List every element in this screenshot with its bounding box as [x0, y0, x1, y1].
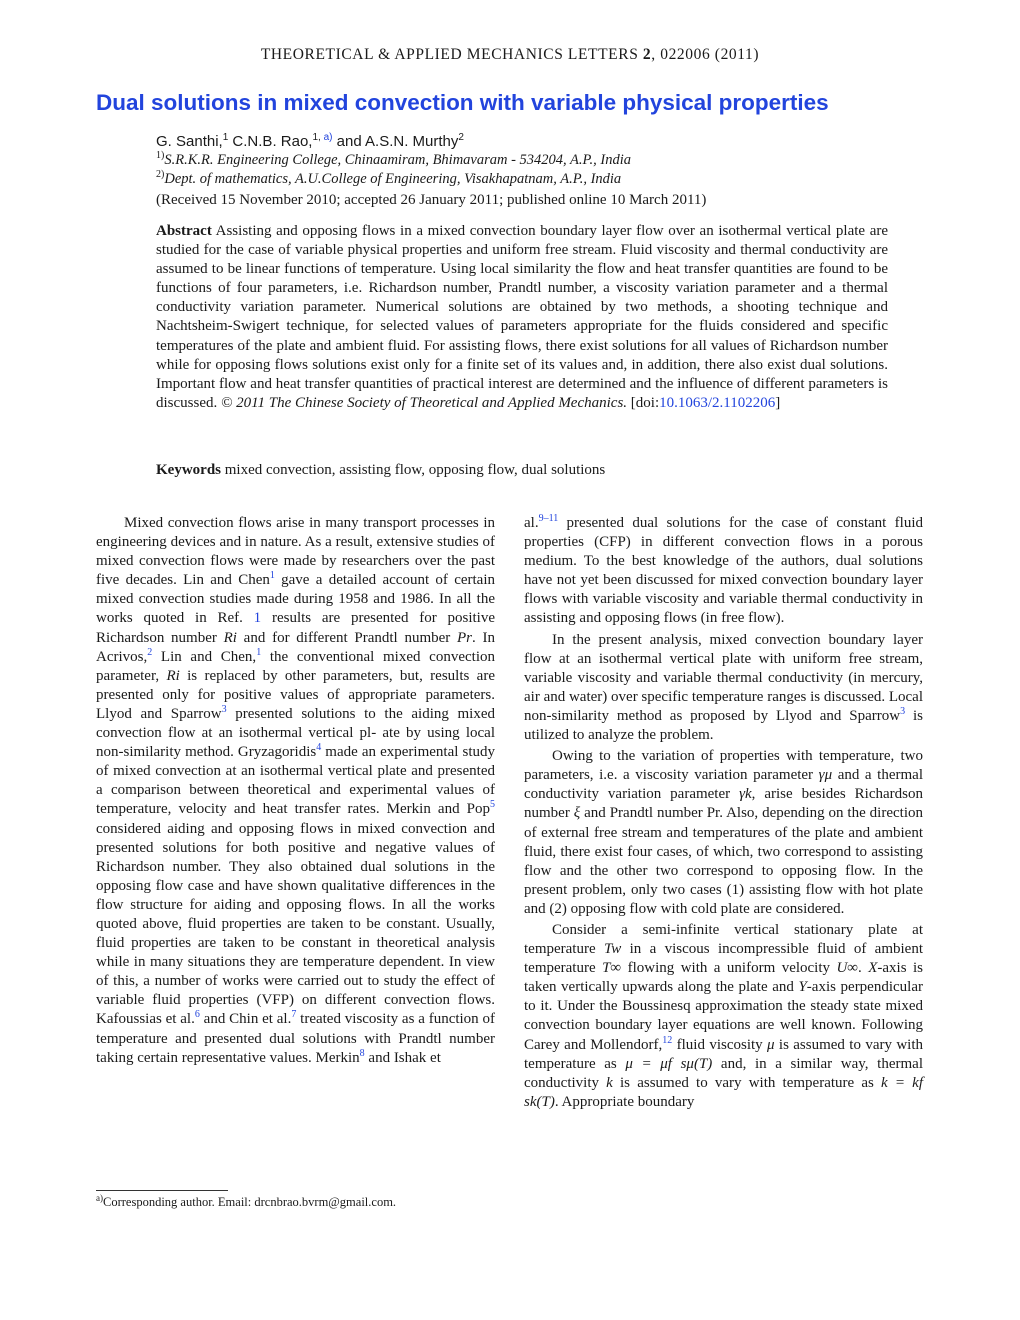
citation-link[interactable]: 1: [256, 646, 262, 658]
affiliation-2: $^{2)}$Dept. of mathematics, A.U.College of Engineering, Visakhapatnam, A.P., India: [156, 169, 622, 187]
right-column: [524, 514, 923, 1112]
journal-name: THEORETICAL & APPLIED MECHANICS LETTERS: [260, 46, 639, 63]
citation-link[interactable]: 8: [359, 1047, 365, 1059]
author-list: [156, 133, 916, 150]
citation-link[interactable]: 12: [662, 1034, 673, 1046]
paragraph: Owing to the variation of properties with temperature, two parameters, i.e. a viscosity variation parameter γμ and a thermal conductivity variation parameter γk, arise besides Richardson number ξ and Prandtl number Pr. Also, depending on the direction of external free stream and temperatures of the plate and ambient fluid, there exist four cases, of which, two correspond to assisting flow and the other two correspond to opposing flow. In the present problem, only two cases (1) assisting flow with hot plate and (2) opposing flow with cold plate are considered.: [524, 748, 923, 917]
paragraph: Mixed convection flows arise in many transport processes in engineering devices and in nature. As a result, extensive studies of mixed convection flows were made by researchers over the past five decades. Lin and Chen$^1$ gave a detailed account of certain mixed convection studies made during 1958 and 1986. In all the works quoted in Ref. 1 results are presented for positive Richardson number Ri and for different Prandtl number Pr. In Acrivos,$^2$ Lin and Chen,$^1$ the conventional mixed convection parameter, Ri is replaced by other parameters, but, results are presented only for positive values of appropriate parameters. Llyod and Sparrow$^3$ presented solutions to the aiding mixed convection flow at an isothermal vertical pl- ate by using local non-similarity method. Gryzagoridis$^4$ made an experimental study of mixed convection at an isothermal vertical plate and presented a comparison between theoretical and experimental values of temperature, velocity and heat transfer rates. Merkin and Pop$^5$ considered aiding and opposing flows in mixed convection and presented solutions for both positive and negative values of Richardson number. They also obtained dual solutions in the opposing flow case and have shown qualitative differences in the flow structure for aiding and opposing flows. In all the works quoted above, fluid properties are taken to be constant. Usually, fluid properties are taken to be constant in theoretical analysis while in many situations they are temperature dependent. In view of this, a number of works were carried out to study the effect of variable fluid properties (VFP) on different convection flows. Kafoussias et al.$^6$ and Chin et al.$^7$ treated viscosity as a function of temperature and presented dual solutions with Prandtl number taking certain representative values. Merkin$^8$ and Ishak et: [96, 515, 495, 1066]
footnote: $^{a)}$Corresponding author. Email: drcnbrao.bvrm@gmail.com.: [96, 1192, 397, 1209]
paragraph: al.$^{9-11}$ presented dual solutions for the case of constant fluid properties (CFP) in different convection flows in a porous medium. To the best knowledge of the authors, dual solutions have not yet been discussed for mixed convection boundary layer flows with variable viscosity and variable thermal conductivity in assisting and opposing flows (in free flow).: [524, 513, 923, 627]
paper-title: Dual solutions in mixed convection with variable physical properties: [96, 90, 829, 115]
keywords: Keywords mixed convection, assisting flow, opposing flow, dual solutions: [156, 462, 606, 478]
author-1: G. Santhi,: [156, 133, 223, 150]
received-dates: (Received 15 November 2010; accepted 26 January 2011; published online 10 March 2011): [156, 192, 707, 208]
citation-link[interactable]: 3: [221, 703, 227, 715]
abstract: Abstract Assisting and opposing flows in a mixed convection boundary layer flow over an isothermal vertical plate are studied for the case of variable physical properties and uniform free stream. Fluid viscosity and thermal conductivity are assumed to be linear functions of temperature. Using local similarity the flow and heat transfer quantities are found to be functions of four parameters, i.e. Richardson number, Prandtl number, a viscosity variation parameter and a thermal conductivity variation parameter. Numerical solutions are obtained by two methods, a shooting technique and Nachtsheim-Swigert technique, for selected values of parameters appropriate for the fluids considered and specific temperatures of the plate and ambient fluid. For assisting flows, there exist solutions for all values of Richardson number while for opposing flows solutions exist only for a finite set of its values and, in addition, there also exist dual solutions. Important flow and heat transfer quantities of practical interest are determined and the influence of different parameters is discussed. © 2011 The Chinese Society of Theoretical and Applied Mechanics. [doi:10.1063/2.1102206]: [156, 223, 888, 411]
citation-link[interactable]: 9–11: [538, 513, 559, 524]
corresponding-author-link[interactable]: a): [320, 132, 333, 143]
citation-link[interactable]: 6: [194, 1009, 200, 1021]
author-1-affil: 1: [222, 132, 229, 143]
author-3: and A.S.N. Murthy: [332, 133, 459, 150]
citation-link[interactable]: 2: [147, 646, 153, 658]
doi-link[interactable]: 10.1063/2.1102206: [659, 394, 776, 411]
affiliation-1: $^{1)}$S.R.K.R. Engineering College, Chinaamiram, Bhimavaram - 534204, A.P., India: [156, 150, 631, 168]
left-column: [96, 514, 495, 1068]
journal-volume: 2: [642, 46, 652, 63]
journal-header: THEORETICAL & APPLIED MECHANICS LETTERS 2, 022006 (2011): [260, 46, 760, 63]
citation-link[interactable]: 1: [269, 570, 275, 582]
citation-link[interactable]: 5: [490, 799, 495, 811]
citation-link[interactable]: 7: [291, 1009, 297, 1021]
citation-link[interactable]: 1: [253, 610, 262, 627]
paragraph: In the present analysis, mixed convection boundary layer flow at an isothermal vertical plate with uniform free stream, variable viscosity and variable thermal conductivity (in mercury, air and water) over specific temperature ranges is discussed. Local non-similarity method as proposed by Llyod and Sparrow$^3$ is utilized to analyze the problem.: [524, 631, 923, 744]
citation-link[interactable]: 3: [900, 705, 906, 717]
author-2-affil: 1, a): [312, 132, 333, 143]
article-id: 022006 (2011): [660, 46, 760, 63]
paragraph: Consider a semi-infinite vertical stationary plate at temperature Tw in a viscous incompressible fluid of ambient temperature T∞ flowing with a uniform velocity U∞. X-axis is taken vertically upwards along the plate and Y-axis perpendicular to it. Under the Boussinesq approximation the steady state mixed convection boundary layer equations are well known. Following Carey and Mollendorf,$^{12}$ fluid viscosity μ is assumed to vary with temperature as μ = μf sμ(T) and, in a similar way, thermal conductivity k is assumed to vary with temperature as k = kf sk(T). Appropriate boundary: [524, 921, 924, 1110]
footnote-divider: [96, 1190, 228, 1191]
copyright: © 2011 The Chinese Society of Theoretical and Applied Mechanics.: [221, 394, 628, 411]
keywords-label: Keywords: [156, 462, 221, 478]
author-2: C.N.B. Rao,: [228, 133, 313, 150]
citation-link[interactable]: 4: [316, 742, 322, 754]
author-3-affil: 2: [458, 132, 464, 143]
abstract-label: Abstract: [156, 223, 212, 239]
